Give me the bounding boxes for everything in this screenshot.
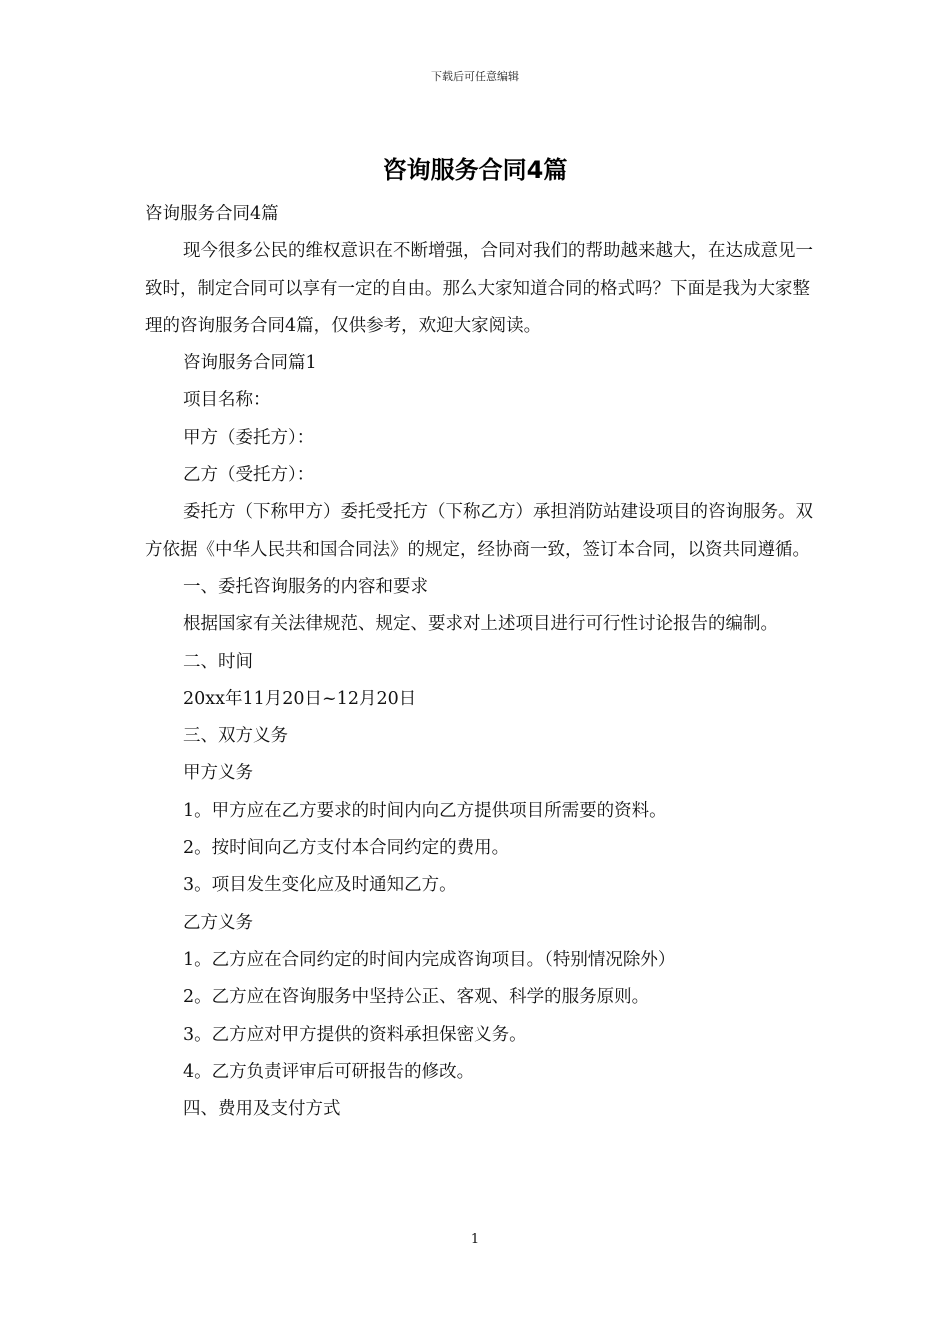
paragraph: 咨询服务合同4篇 (145, 204, 279, 224)
list-item: 4。乙方负责评审后可研报告的修改。 (183, 1061, 475, 1082)
section-heading: 一、委托咨询服务的内容和要求 (183, 576, 428, 597)
subsection-heading: 乙方义务 (183, 912, 253, 933)
paragraph: 现今很多公民的维权意识在不断增强，合同对我们的帮助越来越大，在达成意见一致时，制定合同可以享有一定的自由。那么大家知道合同的格式吗？下面是我为大家整理的咨询服务合同4篇，仅供参考，欢迎大家阅读。 (145, 241, 813, 336)
list-item: 3。乙方应对甲方提供的资料承担保密义务。 (183, 1024, 527, 1045)
paragraph: 根据国家有关法律规范、规定、要求对上述项目进行可行性讨论报告的编制。 (183, 614, 778, 635)
section-heading: 二、时间 (183, 651, 253, 672)
paragraph: 乙方（受托方）： (183, 465, 315, 486)
document-body (145, 196, 820, 1128)
paragraph: 20xx年11月20日~12月20日 (183, 688, 417, 709)
list-item: 3。项目发生变化应及时通知乙方。 (183, 875, 457, 896)
section-heading: 四、费用及支付方式 (183, 1099, 341, 1120)
list-item: 1。甲方应在乙方要求的时间内向乙方提供项目所需要的资料。 (183, 800, 667, 821)
list-item: 1。乙方应在合同约定的时间内完成咨询项目。（特别情况除外） (183, 949, 676, 970)
paragraph: 项目名称： (183, 390, 271, 411)
document-title: 咨询服务合同4篇 (382, 156, 568, 184)
paragraph: 咨询服务合同篇1 (183, 353, 317, 374)
list-item: 2。按时间向乙方支付本合同约定的费用。 (183, 838, 510, 859)
header-note: 下载后可任意编辑 (431, 70, 519, 83)
paragraph: 委托方（下称甲方）委托受托方（下称乙方）承担消防站建设项目的咨询服务。双方依据《中华人民共和国合同法》的规定，经协商一致，签订本合同，以资共同遵循。 (145, 502, 813, 560)
list-item: 2。乙方应在咨询服务中坚持公正、客观、科学的服务原则。 (183, 987, 650, 1008)
paragraph: 甲方（委托方）： (183, 427, 315, 448)
section-heading: 三、双方义务 (183, 726, 288, 747)
page-number: 1 (470, 1232, 480, 1247)
subsection-heading: 甲方义务 (183, 763, 253, 784)
